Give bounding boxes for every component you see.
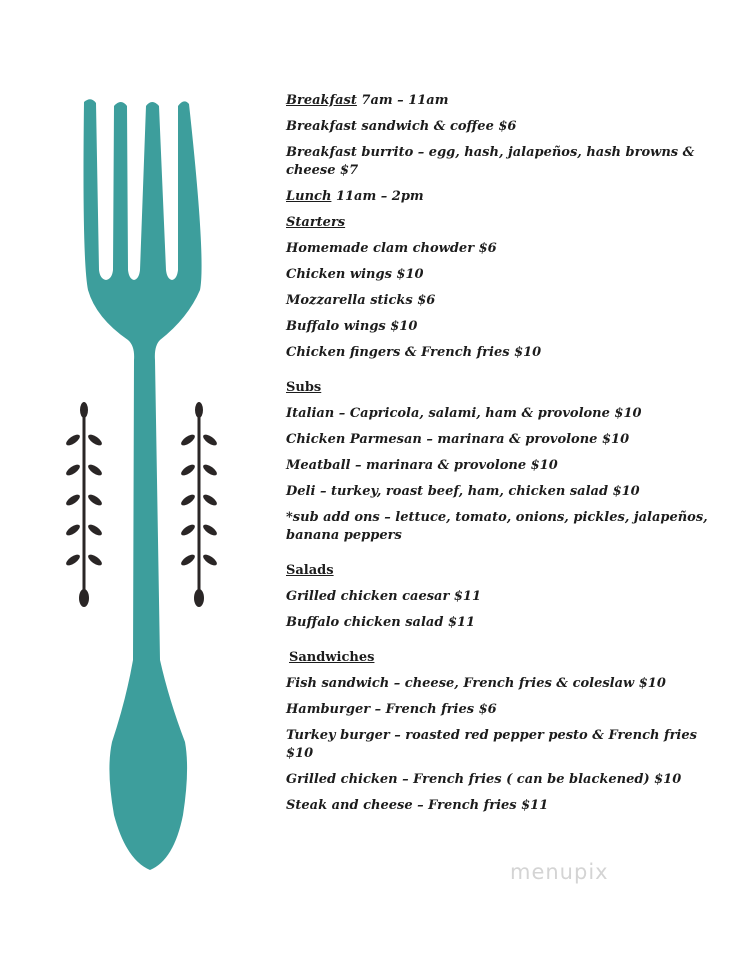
- menu-item: Buffalo wings $10: [286, 319, 418, 334]
- menu-item: Chicken wings $10: [286, 267, 424, 282]
- breakfast-heading: Breakfast: [286, 93, 357, 108]
- starters-heading: Starters: [286, 215, 346, 230]
- menu-list: [286, 92, 726, 815]
- menu-item: Mozzarella sticks $6: [286, 293, 436, 308]
- menu-item: Deli – turkey, roast beef, ham, chicken salad $10: [286, 484, 640, 499]
- watermark: menupix: [510, 860, 609, 884]
- menu-item: Grilled chicken – French fries ( can be blackened) $10: [286, 772, 682, 787]
- salads-heading: Salads: [286, 563, 334, 578]
- leaf-sprig-icon: [64, 402, 103, 607]
- menu-item: Grilled chicken caesar $11: [286, 589, 481, 604]
- menu-item: Breakfast burrito – egg, hash, jalapeños, hash browns & cheese $7: [286, 145, 695, 178]
- sandwiches-heading: Sandwiches: [289, 650, 375, 665]
- leaf-sprig-icon: [179, 402, 218, 607]
- menu-item: Fish sandwich – cheese, French fries & coleslaw $10: [286, 676, 666, 691]
- menu-item: Homemade clam chowder $6: [286, 241, 497, 256]
- menu-item: Meatball – marinara & provolone $10: [286, 458, 558, 473]
- lunch-header: [286, 188, 726, 206]
- menu-item: Buffalo chicken salad $11: [286, 615, 476, 630]
- subs-heading: Subs: [286, 380, 322, 395]
- menu-item: Chicken fingers & French fries $10: [286, 345, 542, 360]
- menu-item: Hamburger – French fries $6: [286, 702, 497, 717]
- menu-item: Italian – Capricola, salami, ham & provolone $10: [286, 406, 642, 421]
- lunch-heading: Lunch: [286, 189, 332, 204]
- menu-item: Steak and cheese – French fries $11: [286, 798, 549, 813]
- fork-illustration: [0, 0, 280, 960]
- breakfast-header: [286, 92, 726, 110]
- menu-item: Turkey burger – roasted red pepper pesto & French fries $10: [286, 728, 697, 761]
- menu-item: Chicken Parmesan – marinara & provolone $10: [286, 432, 630, 447]
- breakfast-hours: 7am – 11am: [356, 93, 449, 108]
- menu-item: Breakfast sandwich & coffee $6: [286, 119, 517, 134]
- menu-item: *sub add ons – lettuce, tomato, onions, pickles, jalapeños, banana peppers: [286, 510, 708, 543]
- lunch-hours: 11am – 2pm: [331, 189, 424, 204]
- fork-icon: [84, 99, 202, 870]
